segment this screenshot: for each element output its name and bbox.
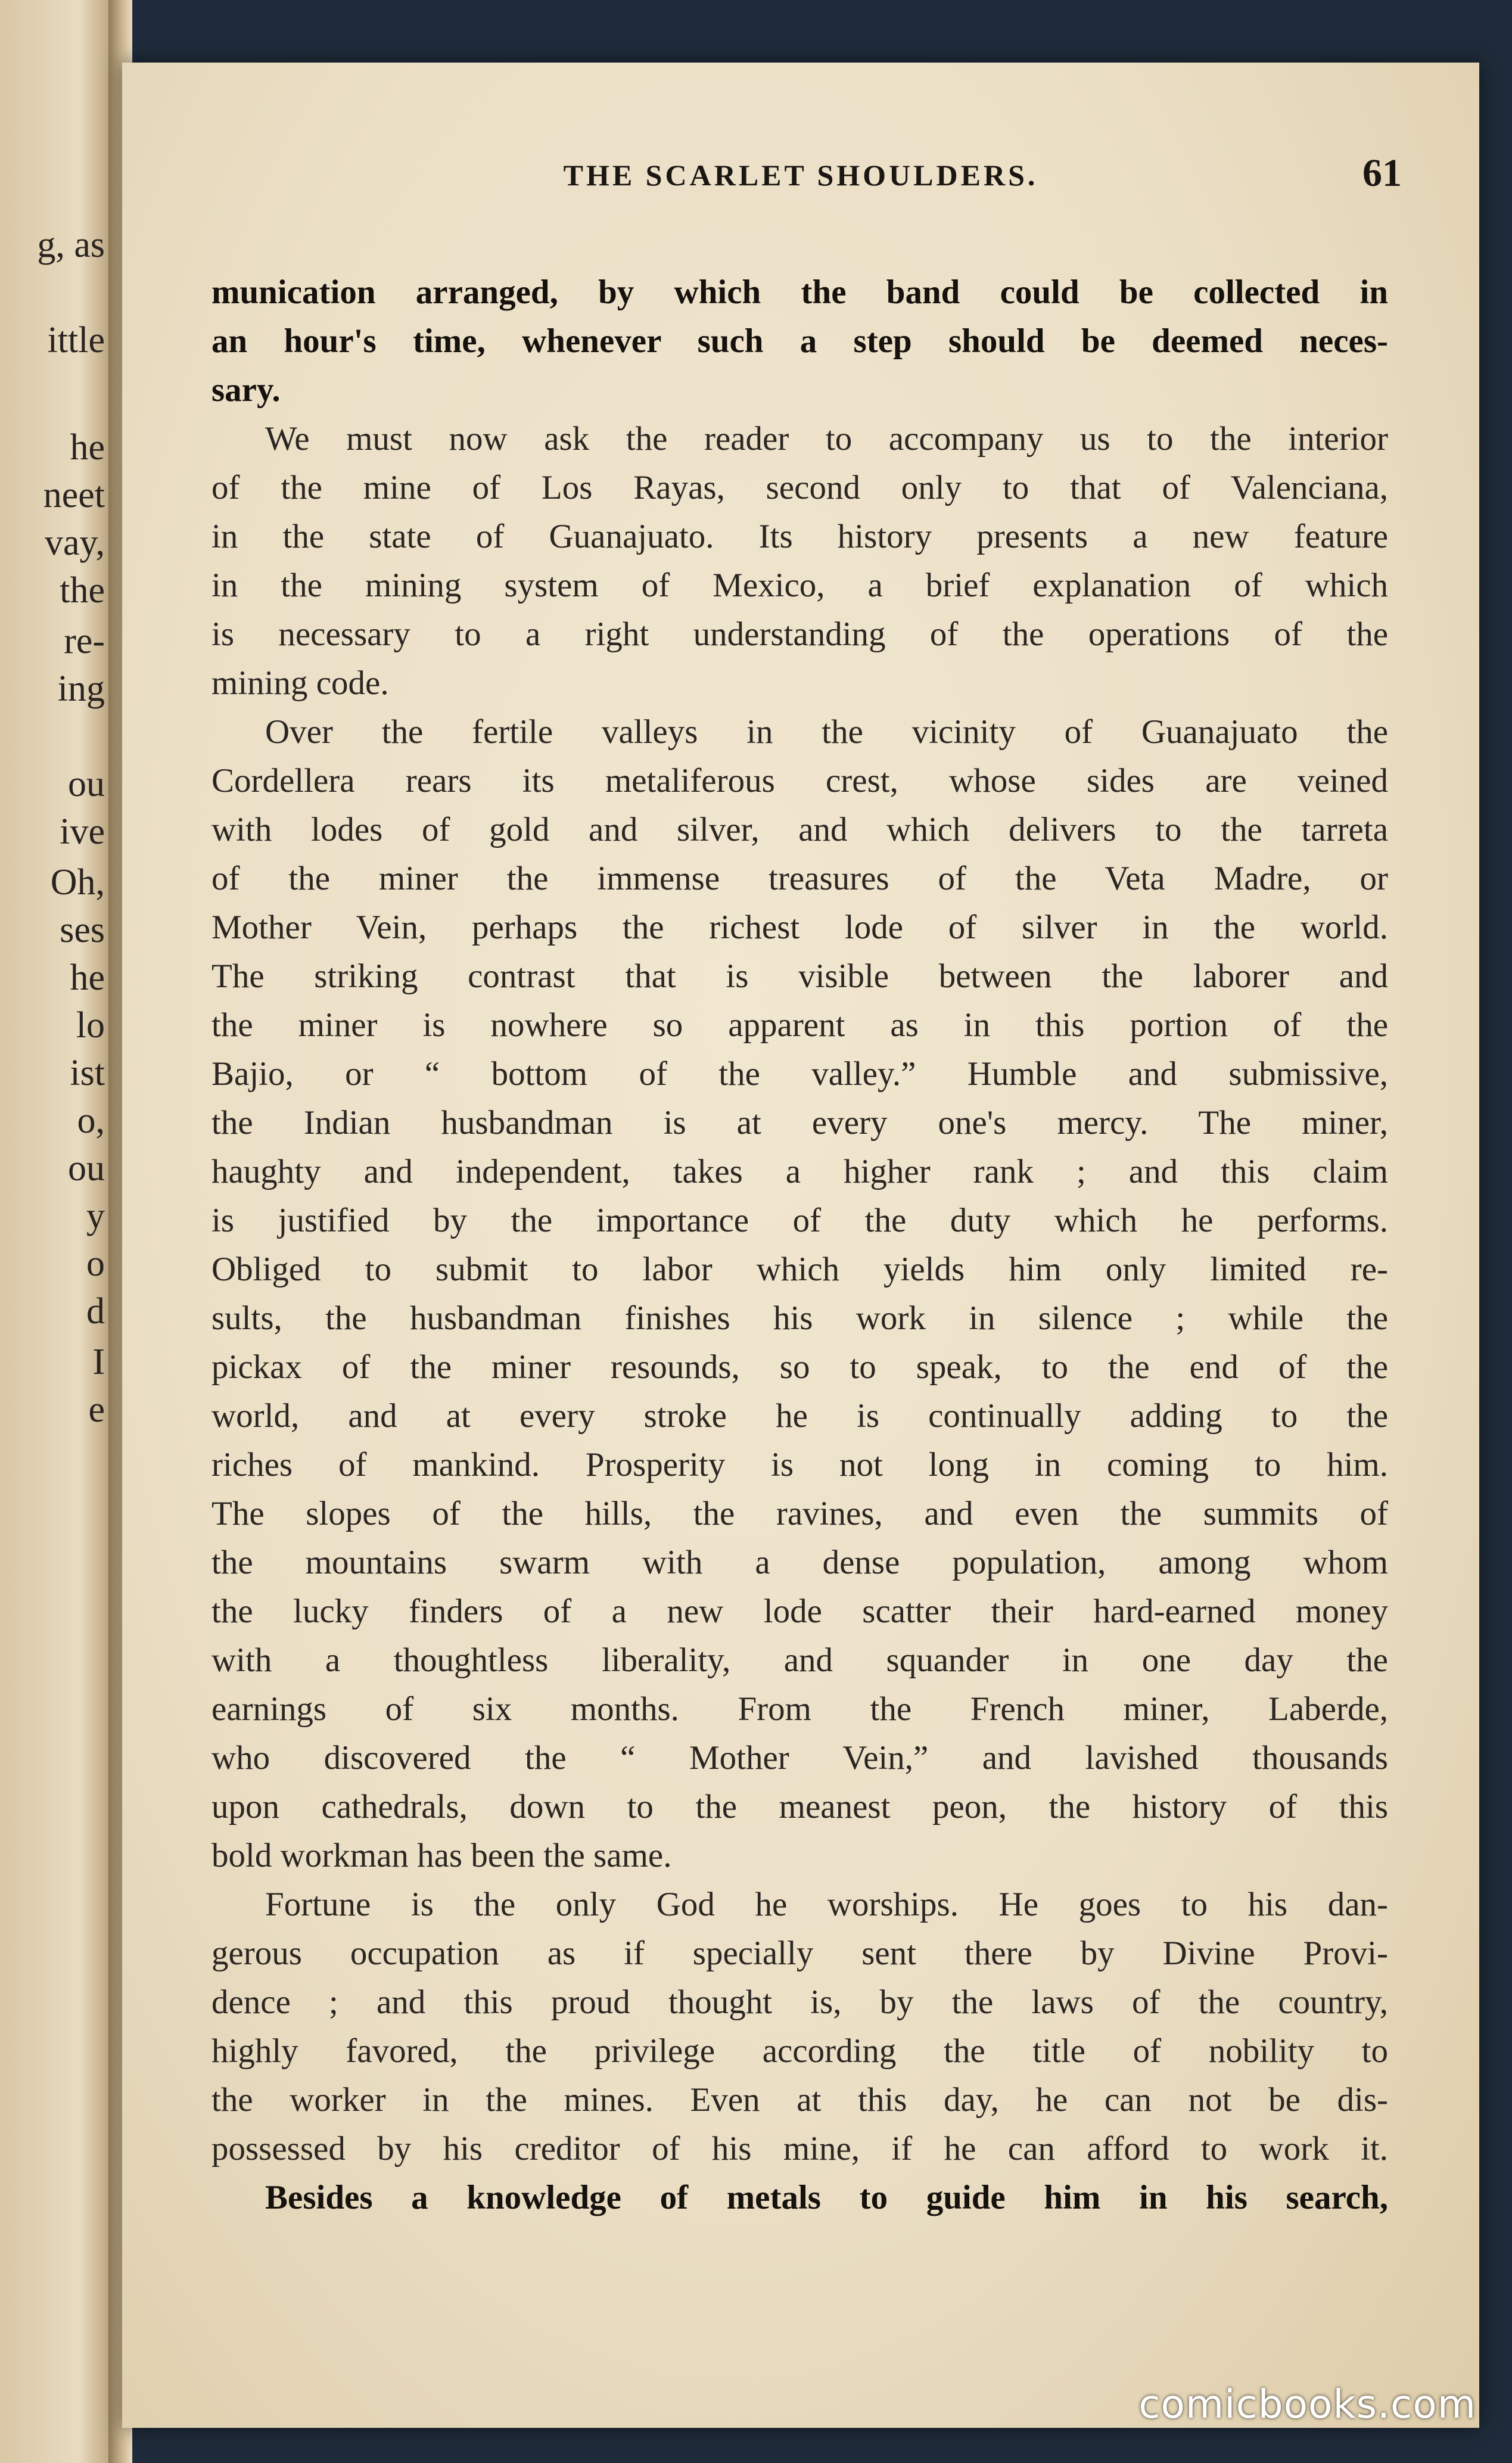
text-line: haughty and independent, takes a higher rank ; and this claim [211,1153,1388,1190]
facing-page-fragment: Oh, [50,862,105,903]
text-line: is necessary to a right understanding of the operations of the [211,615,1388,653]
text-line: world, and at every stroke he is continually adding to the [211,1397,1388,1435]
text-line: munication arranged, by which the band could be collected in [211,273,1388,311]
facing-page-fragment: he [70,427,105,468]
text-line: gerous occupation as if specially sent there by Divine Provi- [211,1935,1388,1972]
facing-page-fragment: ou [68,764,105,804]
facing-page-fragment: o, [77,1100,105,1141]
facing-page-fragment: o [86,1243,105,1284]
facing-page-fragment: lo [76,1005,105,1046]
facing-page-fragment: I [92,1342,105,1382]
text-line: the mountains swarm with a dense population, among whom [211,1544,1388,1581]
facing-page-fragment: neet [43,475,105,515]
text-line: with lodes of gold and silver, and which delivers to the tarreta [211,811,1388,848]
page-header [122,151,1479,206]
text-line: The striking contrast that is visible between the laborer and [211,957,1388,995]
text-line: dence ; and this proud thought is, by the laws of the country, [211,1983,1388,2021]
facing-page-fragment: ittle [47,320,105,360]
facing-page-fragment: re- [64,621,105,661]
facing-page-fragment: the [60,570,105,611]
text-line: Over the fertile valleys in the vicinity of Guanajuato the [265,713,1388,751]
page-number: 61 [1362,151,1402,195]
text-line: of the miner the immense treasures of the Veta Madre, or [211,860,1388,897]
facing-page-fragment: he [70,957,105,998]
text-line: the miner is nowhere so apparent as in this portion of the [211,1006,1388,1044]
text-line: Mother Vein, perhaps the richest lode of silver in the world. [211,909,1388,946]
text-line: riches of mankind. Prosperity is not long in coming to him. [211,1446,1388,1484]
facing-page-fragment: ses [60,910,105,950]
book-page [122,63,1479,2428]
text-line: Besides a knowledge of metals to guide him in his search, [265,2179,1388,2216]
text-line: pickax of the miner resounds, so to speak, to the end of the [211,1348,1388,1386]
text-line: sary. [211,371,281,409]
text-line: bold workman has been the same. [211,1837,672,1874]
text-line: with a thoughtless liberality, and squander in one day the [211,1641,1388,1679]
facing-page-fragment: ou [68,1148,105,1189]
text-line: Obliged to submit to labor which yields him only limited re- [211,1251,1388,1288]
text-line: Bajio, or “ bottom of the valley.” Humble and submissive, [211,1055,1388,1093]
text-line: The slopes of the hills, the ravines, and even the summits of [211,1495,1388,1532]
facing-page-fragment: y [86,1196,105,1236]
text-line: mining code. [211,664,389,702]
facing-page-fragment: g, as [37,225,105,265]
text-line: is justified by the importance of the duty which he performs. [211,1202,1388,1239]
facing-page-fragment: ist [70,1053,105,1093]
text-line: highly favored, the privilege according the title of nobility to [211,2032,1388,2070]
text-line: upon cathedrals, down to the meanest peon, the history of this [211,1788,1388,1826]
facing-page-fragment: vay, [45,523,105,563]
running-head: THE SCARLET SHOULDERS. [563,158,1038,192]
text-line: an hour's time, whenever such a step should be deemed neces- [211,322,1388,360]
facing-page-fragment: e [88,1389,105,1430]
text-line: the lucky finders of a new lode scatter their hard-earned money [211,1593,1388,1630]
text-line: possessed by his creditor of his mine, if he can afford to work it. [211,2130,1388,2167]
watermark: comicbooks.com [1138,2381,1476,2427]
facing-page-fragment: ive [60,811,105,852]
text-line: the worker in the mines. Even at this day, he can not be dis- [211,2081,1388,2119]
text-line: in the mining system of Mexico, a brief explanation of which [211,567,1388,604]
text-line: sults, the husbandman finishes his work in silence ; while the [211,1299,1388,1337]
text-line: We must now ask the reader to accompany us to the interior [265,420,1388,458]
text-line: Cordellera rears its metaliferous crest, whose sides are veined [211,762,1388,800]
text-line: earnings of six months. From the French miner, Laberde, [211,1690,1388,1728]
text-line: the Indian husbandman is at every one's mercy. The miner, [211,1104,1388,1142]
facing-page-fragment: d [86,1291,105,1332]
text-line: of the mine of Los Rayas, second only to that of Valenciana, [211,469,1388,506]
facing-page-edge [0,0,113,2463]
text-line: who discovered the “ Mother Vein,” and lavished thousands [211,1739,1388,1777]
facing-page-fragment: ing [57,668,105,709]
text-line: Fortune is the only God he worships. He goes to his dan- [265,1886,1388,1923]
text-line: in the state of Guanajuato. Its history presents a new feature [211,518,1388,555]
